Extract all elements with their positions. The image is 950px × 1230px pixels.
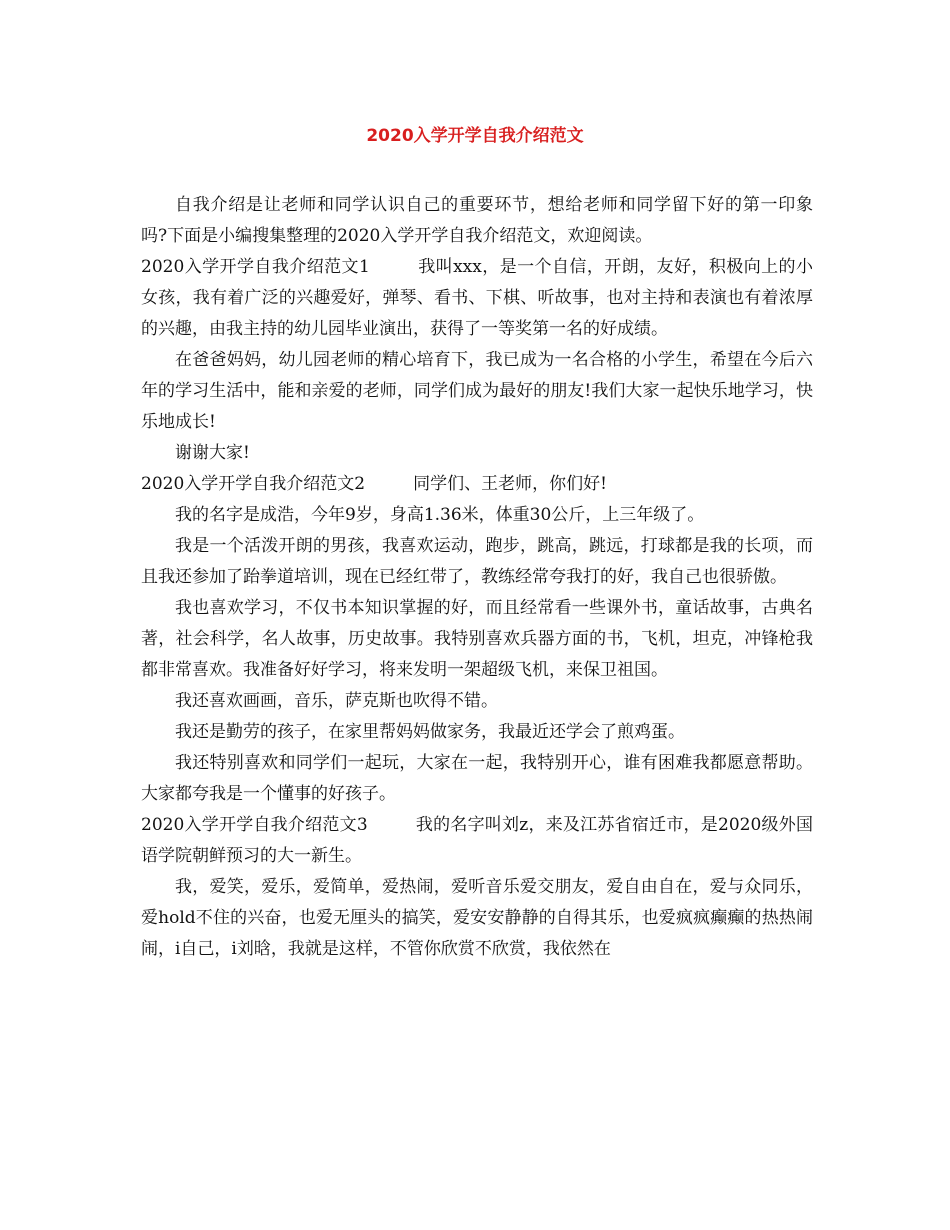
essay-3-heading: 2020入学开学自我介绍范文3 (141, 815, 368, 835)
essay-3-first-text: 我的名字叫刘z，来及江苏省宿迁市，是2020级外国语学院朝鲜预习的大一新生。 (141, 815, 813, 866)
essay-3-paragraph-2: 我，爱笑，爱乐，爱简单，爱热闹，爱听音乐爱交朋友，爱自由自在，爱与众同乐，爱hold不住的兴奋，也爱无厘头的搞笑，爱安安静静的自得其乐，也爱疯疯癫癫的热热闹闹，i自己，i刘晗，我就是这样，不管你欣赏不欣赏，我依然在 (141, 877, 813, 959)
essay-2-paragraph-3: 我是一个活泼开朗的男孩，我喜欢运动，跑步，跳高，跳远，打球都是我的长项，而且我还参加了跆拳道培训，现在已经红带了，教练经常夸我打的好，我自己也很骄傲。 (141, 536, 813, 587)
essay-2-paragraph (141, 469, 813, 500)
essay-1-paragraph (141, 252, 813, 345)
essay-2-paragraph-4: 我也喜欢学习，不仅书本知识掌握的好，而且经常看一些课外书，童话故事，古典名著，社会科学，名人故事，历史故事。我特别喜欢兵器方面的书，飞机，坦克，冲锋枪我都非常喜欢。我准备好好学习，将来发明一架超级飞机，来保卫祖国。 (141, 598, 813, 680)
essay-2-paragraph-2: 我的名字是成浩，今年9岁，身高1.36米，体重30公斤，上三年级了。 (175, 505, 705, 525)
essay-1-first-text: 我叫xxx，是一个自信，开朗，友好，积极向上的小女孩，我有着广泛的兴趣爱好，弹琴、看书、下棋、听故事，也对主持和表演也有着浓厚的兴趣，由我主持的幼儿园毕业演出，获得了一等奖第一名的好成绩。 (141, 257, 813, 339)
essay-2-paragraph-7: 我还特别喜欢和同学们一起玩，大家在一起，我特别开心，谁有困难我都愿意帮助。大家都夸我是一个懂事的好孩子。 (141, 753, 813, 804)
document-title: 2020入学开学自我介绍范文 (366, 126, 584, 146)
essay-3-paragraph (141, 810, 813, 872)
essay-2-first-text: 同学们、王老师，你们好! (413, 474, 607, 494)
essay-2-paragraph-5: 我还喜欢画画，音乐，萨克斯也吹得不错。 (175, 691, 498, 711)
intro-paragraph: 自我介绍是让老师和同学认识自己的重要环节，想给老师和同学留下好的第一印象吗?下面是小编搜集整理的2020入学开学自我介绍范文，欢迎阅读。 (141, 195, 813, 246)
document-body (141, 190, 813, 965)
essay-2-paragraph-6: 我还是勤劳的孩子，在家里帮妈妈做家务，我最近还学会了煎鸡蛋。 (175, 722, 685, 742)
essay-1-paragraph-2: 在爸爸妈妈，幼儿园老师的精心培育下，我已成为一名合格的小学生，希望在今后六年的学习生活中，能和亲爱的老师，同学们成为最好的朋友!我们大家一起快乐地学习，快乐地成长! (141, 350, 813, 432)
essay-1-heading: 2020入学开学自我介绍范文1 (141, 257, 370, 277)
essay-2-heading: 2020入学开学自我介绍范文2 (141, 474, 366, 494)
essay-1-paragraph-3: 谢谢大家! (175, 443, 250, 463)
